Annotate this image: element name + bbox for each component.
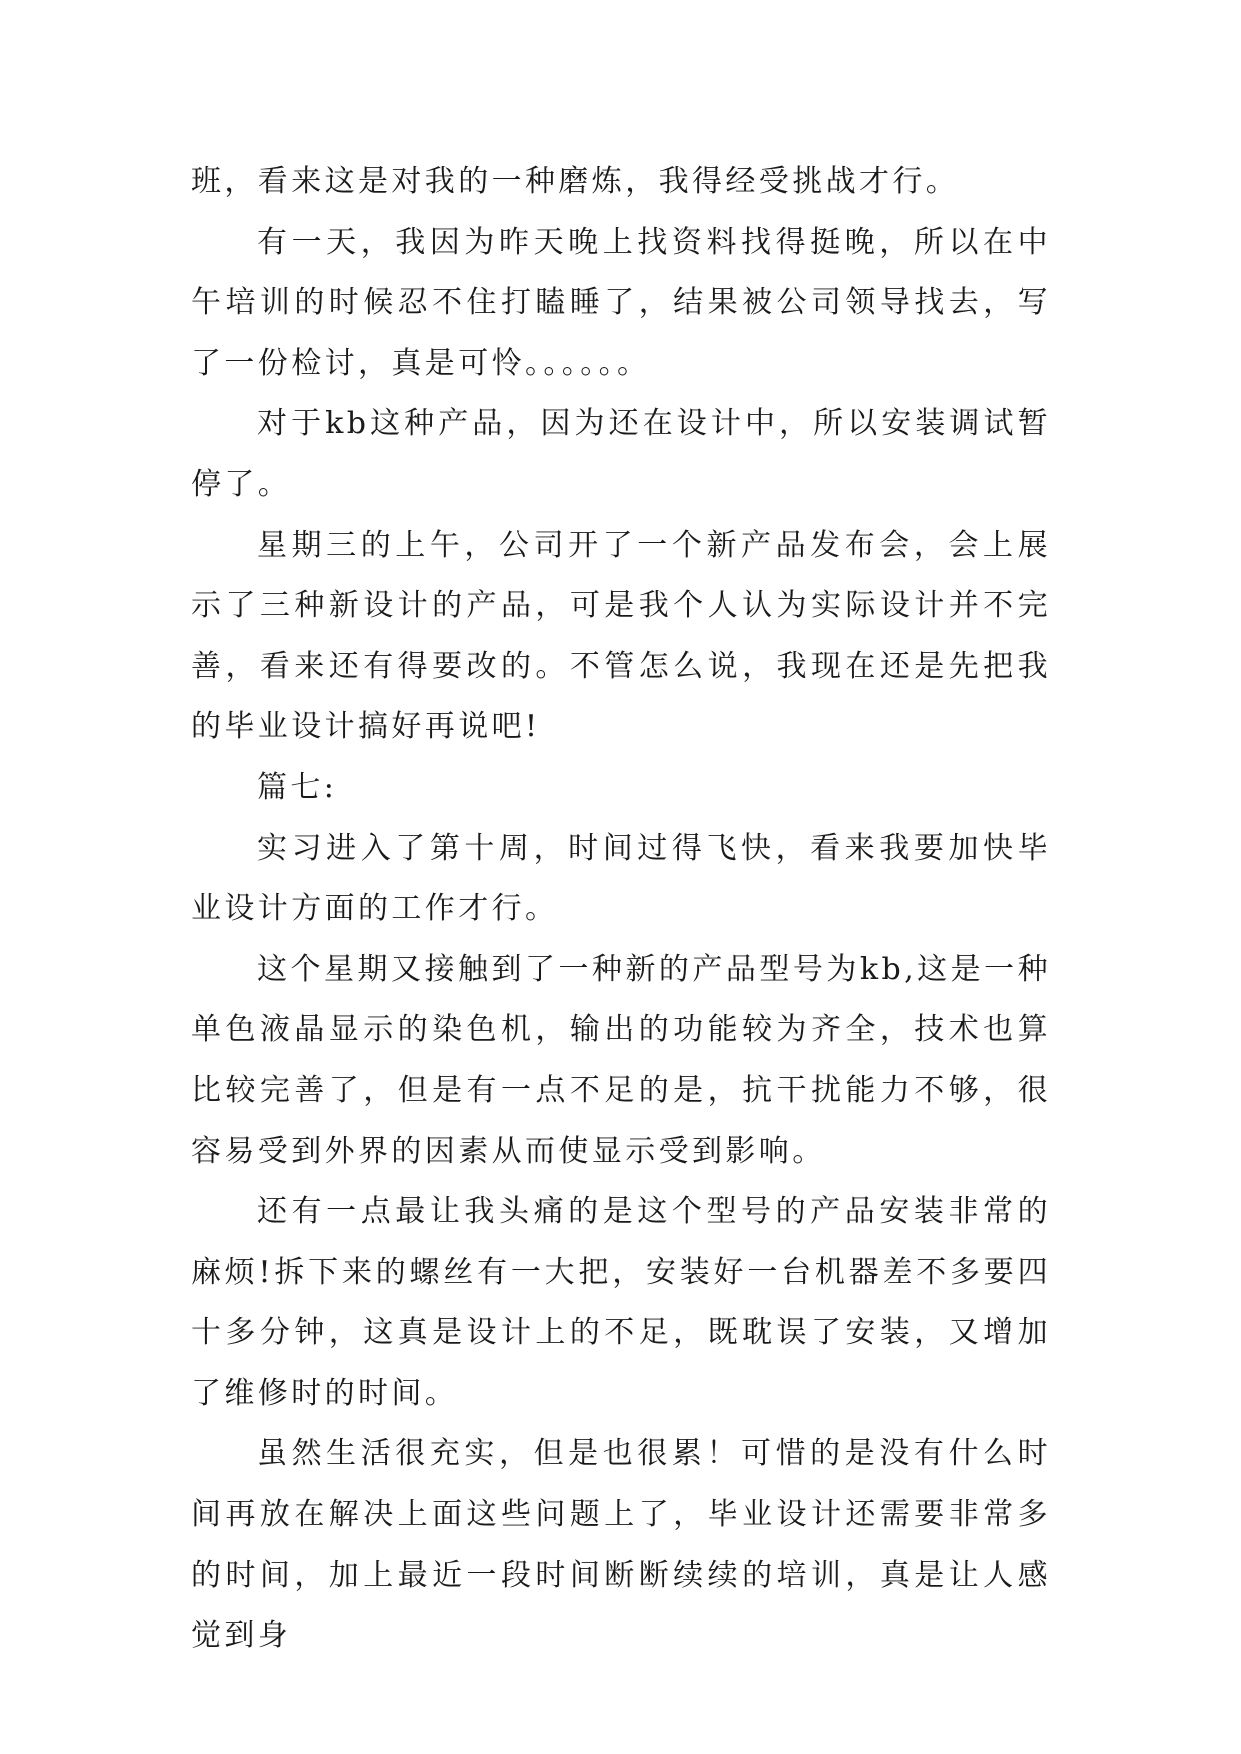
paragraph-5: 实习进入了第十周，时间过得飞快，看来我要加快毕业设计方面的工作才行。 — [191, 830, 1051, 927]
paragraph-7: 还有一点最让我头痛的是这个型号的产品安装非常的麻烦!拆下来的螺丝有一大把，安装好一台机器差不多要四十多分钟，这真是设计上的不足，既耽误了安装，又增加了维修时的时间。 — [191, 1194, 1051, 1411]
paragraph-2: 有一天，我因为昨天晚上找资料找得挺晚，所以在中午培训的时候忍不住打瞌睡了，结果被公司领导找去，写了一份检讨，真是可怜。。。。。。 — [191, 224, 1051, 381]
section-heading: 篇七: — [257, 769, 338, 805]
paragraph-4: 星期三的上午，公司开了一个新产品发布会，会上展示了三种新设计的产品，可是我个人认为实际设计并不完善，看来还有得要改的。不管怎么说，我现在还是先把我的毕业设计搞好再说吧! — [191, 527, 1051, 745]
paragraph-1: 班，看来这是对我的一种磨炼，我得经受挑战才行。 — [191, 164, 960, 199]
document-body — [191, 152, 1051, 1667]
paragraph-6: 这个星期又接触到了一种新的产品型号为kb,这是一种单色液晶显示的染色机，输出的功能较为齐全，技术也算比较完善了，但是有一点不足的是，抗干扰能力不够，很容易受到外界的因素从而使显示受到影响。 — [191, 951, 1051, 1169]
paragraph-3: 对于kb这种产品，因为还在设计中，所以安装调试暂停了。 — [191, 406, 1051, 502]
paragraph-8: 虽然生活很充实，但是也很累！可惜的是没有什么时间再放在解决上面这些问题上了，毕业设计还需要非常多的时间，加上最近一段时间断断续续的培训，真是让人感觉到身 — [191, 1436, 1051, 1654]
